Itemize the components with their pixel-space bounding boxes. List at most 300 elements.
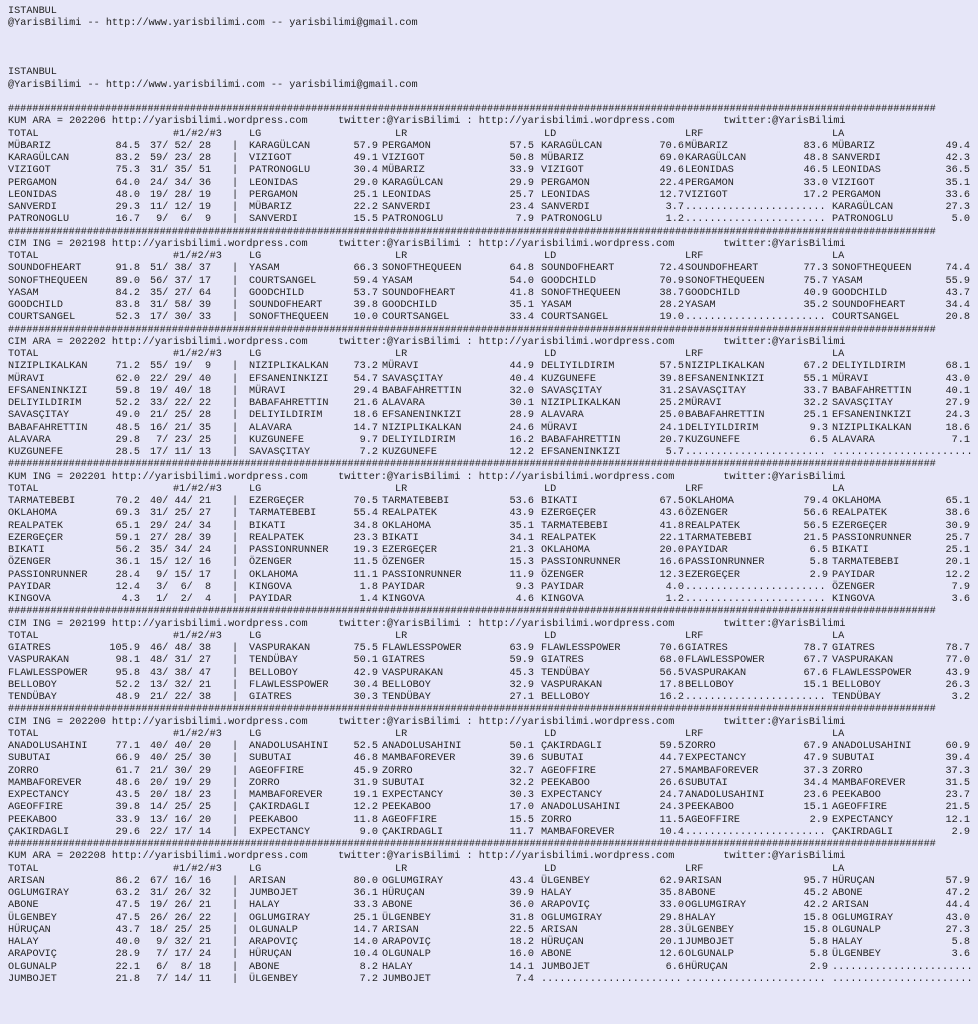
lrf-value: 45.2 — [803, 888, 828, 899]
la-name: HÜRUÇAN — [832, 875, 875, 887]
la-value: 23.7 — [945, 790, 970, 801]
places-value: 59/ 23/ 28 — [150, 153, 212, 164]
la-value: 77.0 — [945, 655, 970, 667]
horse-name: TENDÜBAY — [8, 692, 57, 703]
horse-name: SANVERDI — [8, 202, 57, 213]
header-lg: LG — [249, 349, 262, 360]
lrf-name: AGEOFFIRE — [685, 814, 741, 826]
la-value: 43.7 — [945, 287, 970, 299]
lg-value: 19.3 — [353, 545, 378, 556]
la-name: EFSANENINKIZI — [832, 410, 912, 422]
lrf-value: 55.1 — [803, 373, 828, 385]
total-value: 29.6 — [115, 826, 140, 838]
lr-value: 32.7 — [509, 765, 534, 777]
lrf-value: 67.6 — [803, 667, 828, 679]
pipe-separator: | — [232, 753, 239, 765]
places-value: 20/ 19/ 29 — [150, 777, 212, 789]
total-value: 62.0 — [115, 373, 140, 385]
lg-value: 10.0 — [353, 312, 378, 324]
total-value: 12.4 — [115, 581, 140, 593]
table-row — [8, 508, 973, 520]
ld-name: KUZGUNEFE — [541, 373, 597, 385]
la-value: 43.0 — [945, 373, 970, 385]
places-value: 31/ 25/ 27 — [150, 508, 212, 520]
la-value: 55.9 — [945, 275, 970, 287]
pipe-separator: | — [232, 765, 239, 777]
sections-container — [8, 104, 973, 986]
table-row — [8, 692, 973, 704]
places-value: 35/ 27/ 64 — [150, 287, 212, 299]
lr-value: 53.6 — [509, 496, 534, 507]
lr-value: 43.9 — [509, 508, 534, 520]
lg-name: PASSIONRUNNER — [249, 545, 329, 556]
race-section — [8, 459, 973, 606]
la-value: 3.6 — [951, 949, 970, 961]
ld-name: REALPATEK — [541, 532, 597, 544]
lg-name: BELLOBOY — [249, 667, 298, 679]
pipe-separator: | — [232, 177, 239, 189]
table-row — [8, 557, 973, 569]
ld-name: COURTSANGEL — [541, 312, 609, 324]
la-value: 38.6 — [945, 508, 970, 520]
horse-name: OGLUMGIRAY — [8, 888, 70, 899]
lrf-value: 6.5 — [809, 545, 828, 556]
la-name: SONOFTHEQUEEN — [832, 263, 912, 275]
ld-value: 11.5 — [659, 814, 684, 826]
lrf-name: SOUNDOFHEART — [685, 263, 759, 275]
table-row — [8, 790, 973, 802]
lrf-name: ARISAN — [685, 875, 722, 887]
lr-value: 9.3 — [515, 581, 534, 593]
table-row — [8, 178, 973, 190]
ld-value: 70.9 — [659, 275, 684, 287]
pipe-separator: | — [232, 508, 239, 520]
pipe-separator: | — [232, 594, 239, 605]
la-name: ANADOLUSAHINI — [832, 741, 912, 752]
places-value: 20/ 18/ 23 — [150, 790, 212, 801]
la-value: 20.1 — [945, 557, 970, 569]
la-value: 27.9 — [945, 398, 970, 409]
ld-name: ÇAKIRDAGLI — [541, 741, 603, 752]
lg-value: 66.3 — [353, 263, 378, 275]
places-value: 18/ 25/ 25 — [150, 924, 212, 936]
lg-value: 55.4 — [353, 508, 378, 520]
lr-name: MÜRAVI — [382, 361, 419, 373]
places-value: 13/ 32/ 21 — [150, 679, 212, 691]
places-value: 9/ 15/ 17 — [150, 569, 212, 581]
horse-name: LEONIDAS — [8, 189, 57, 201]
la-name: ÇAKIRDAGLI — [832, 826, 894, 838]
places-value: 21/ 25/ 28 — [150, 410, 212, 422]
la-name: ZORRO — [832, 765, 863, 777]
pipe-separator: | — [232, 520, 239, 532]
header-lg: LG — [249, 728, 262, 740]
la-value: 65.1 — [945, 496, 970, 507]
lrf-value: 77.3 — [803, 263, 828, 275]
total-value: 83.2 — [115, 153, 140, 164]
lrf-value: 33.0 — [803, 177, 828, 189]
ld-value: 1.2 — [665, 214, 684, 226]
lrf-name: FLAWLESSPOWER — [685, 655, 765, 667]
la-value: 25.7 — [945, 532, 970, 544]
la-value: 5.8 — [951, 937, 970, 948]
ld-name: EZERGEÇER — [541, 508, 597, 520]
lrf-name: OLGUNALP — [685, 949, 734, 961]
pipe-separator: | — [232, 373, 239, 385]
table-row — [8, 398, 973, 410]
la-name: SOUNDOFHEART — [832, 300, 906, 311]
ld-value: 59.5 — [659, 741, 684, 752]
lr-value: 41.8 — [509, 287, 534, 299]
la-value: 35.1 — [945, 177, 970, 189]
lg-name: COURTSANGEL — [249, 275, 317, 287]
ld-value: 12.3 — [659, 569, 684, 581]
lrf-name: EXPECTANCY — [685, 753, 747, 765]
la-value: 33.6 — [945, 189, 970, 201]
ld-value: 4.0 — [665, 581, 684, 593]
pipe-separator: | — [232, 777, 239, 789]
pipe-separator: | — [232, 826, 239, 838]
lg-value: 30.4 — [353, 165, 378, 177]
lr-value: 28.9 — [509, 410, 534, 422]
lr-name: BELLOBOY — [382, 679, 431, 691]
ld-name: HALAY — [541, 888, 572, 899]
ld-name: OKLAHOMA — [541, 545, 590, 556]
lrf-value: 42.2 — [803, 900, 828, 912]
lg-name: OGLUMGIRAY — [249, 912, 311, 924]
lg-name: ARAPOVIÇ — [249, 937, 298, 948]
places-value: 9/ 6/ 9 — [150, 214, 212, 226]
pipe-separator: | — [232, 202, 239, 213]
ld-value: 12.6 — [659, 949, 684, 961]
lr-name: GOODCHILD — [382, 300, 438, 311]
header-total: TOTAL — [8, 863, 39, 875]
ld-name: PEEKABOO — [541, 777, 590, 789]
la-value: 68.1 — [945, 361, 970, 373]
la-value: 3.6 — [951, 594, 970, 605]
lrf-value: 34.4 — [803, 777, 828, 789]
pipe-separator: | — [232, 655, 239, 667]
header-ld: LD — [544, 728, 557, 740]
lr-value: 22.5 — [509, 924, 534, 936]
lg-name: ZORRO — [249, 777, 280, 789]
la-name: TENDÜBAY — [832, 692, 881, 703]
ld-name: HÜRUÇAN — [541, 937, 584, 948]
lrf-value: 15.8 — [803, 924, 828, 936]
lr-value: 4.6 — [515, 594, 534, 605]
total-value: 47.5 — [115, 912, 140, 924]
header-lrf: LRF — [685, 483, 704, 495]
pipe-separator: | — [232, 557, 239, 569]
lr-name: REALPATEK — [382, 508, 438, 520]
total-value: 52.3 — [115, 312, 140, 324]
lrf-value: 67.7 — [803, 655, 828, 667]
pipe-separator: | — [232, 398, 239, 409]
pipe-separator: | — [232, 312, 239, 324]
horse-name: ÇAKIRDAGLI — [8, 826, 70, 838]
ld-value: 39.8 — [659, 373, 684, 385]
ld-name: MAMBAFOREVER — [541, 826, 615, 838]
lr-name: SUBUTAI — [382, 777, 425, 789]
horse-name: ANADOLUSAHINI — [8, 741, 88, 752]
lr-value: 54.0 — [509, 275, 534, 287]
horse-name: SOUNDOFHEART — [8, 263, 82, 275]
lrf-value: 2.9 — [809, 814, 828, 826]
header-lrf: LRF — [685, 863, 704, 875]
table-row — [8, 545, 973, 557]
ld-value: 12.7 — [659, 189, 684, 201]
lr-value: 43.4 — [509, 875, 534, 887]
lrf-value: 83.6 — [803, 140, 828, 152]
lrf-name: ABONE — [685, 888, 716, 899]
places-value: 7/ 23/ 25 — [150, 434, 212, 446]
pipe-separator: | — [232, 140, 239, 152]
ld-name: SONOFTHEQUEEN — [541, 287, 621, 299]
lr-value: 30.1 — [509, 398, 534, 409]
pipe-separator: | — [232, 422, 239, 434]
places-value: 17/ 30/ 33 — [150, 312, 212, 324]
header-lrf: LRF — [685, 630, 704, 642]
total-value: 22.1 — [115, 961, 140, 973]
lrf-placeholder: ....................... — [685, 202, 826, 213]
lr-value: 33.9 — [509, 165, 534, 177]
lg-name: TARMATEBEBI — [249, 508, 317, 520]
ld-name: ARISAN — [541, 924, 578, 936]
places-value: 40/ 44/ 21 — [150, 496, 212, 507]
lrf-name: LEONIDAS — [685, 165, 734, 177]
column-header-row — [8, 729, 973, 741]
ld-name: TARMATEBEBI — [541, 520, 609, 532]
places-value: 55/ 19/ 9 — [150, 361, 212, 373]
la-name: GIATRES — [832, 643, 875, 654]
race-section — [8, 227, 973, 325]
table-row — [8, 202, 973, 214]
places-value: 7/ 17/ 24 — [150, 949, 212, 961]
pipe-separator: | — [232, 263, 239, 275]
header-total: TOTAL — [8, 728, 39, 740]
ld-value: 44.7 — [659, 753, 684, 765]
separator-line: ######################################################################################################################################################### — [8, 226, 936, 238]
lr-name: AGEOFFIRE — [382, 814, 438, 826]
lg-value: 22.2 — [353, 202, 378, 213]
total-value: 28.9 — [115, 949, 140, 961]
ld-value: 70.6 — [659, 643, 684, 654]
lrf-value: 25.1 — [803, 410, 828, 422]
horse-name: PEEKABOO — [8, 814, 57, 826]
places-value: 14/ 25/ 25 — [150, 802, 212, 814]
total-value: 16.7 — [115, 214, 140, 226]
table-row — [8, 668, 973, 680]
la-value: 36.5 — [945, 165, 970, 177]
lr-name: COURTSANGEL — [382, 312, 450, 324]
la-name: KARAGÜLCAN — [832, 202, 894, 213]
lr-value: 34.1 — [509, 532, 534, 544]
table-row — [8, 410, 973, 422]
lrf-name: SONOFTHEQUEEN — [685, 275, 765, 287]
lrf-name: PEEKABOO — [685, 802, 734, 814]
lrf-name: YASAM — [685, 300, 716, 311]
horse-name: ARAPOVIÇ — [8, 949, 57, 961]
lg-value: 39.8 — [353, 300, 378, 311]
places-value: 19/ 40/ 18 — [150, 385, 212, 397]
total-value: 63.2 — [115, 888, 140, 899]
lg-value: 70.5 — [353, 496, 378, 507]
pipe-separator: | — [232, 667, 239, 679]
lg-name: VASPURAKAN — [249, 643, 311, 654]
lg-value: 14.7 — [353, 924, 378, 936]
table-row — [8, 263, 973, 275]
la-name: PAYIDAR — [832, 569, 875, 581]
places-value: 3/ 6/ 8 — [150, 581, 212, 593]
places-value: 7/ 14/ 11 — [150, 973, 212, 985]
lr-name: MÜBARIZ — [382, 165, 425, 177]
table-row — [8, 876, 973, 888]
places-value: 19/ 26/ 21 — [150, 900, 212, 912]
ld-value: 67.5 — [659, 496, 684, 507]
pipe-separator: | — [232, 434, 239, 446]
lrf-value: 67.9 — [803, 741, 828, 752]
lrf-value: 2.9 — [809, 961, 828, 973]
ld-name: ABONE — [541, 949, 572, 961]
lr-name: MAMBAFOREVER — [382, 753, 456, 765]
lr-name: PEEKABOO — [382, 802, 431, 814]
lrf-value: 95.7 — [803, 875, 828, 887]
pipe-separator: | — [232, 385, 239, 397]
race-section — [8, 325, 973, 460]
ld-value: 26.6 — [659, 777, 684, 789]
lg-name: YASAM — [249, 263, 280, 275]
lg-name: KINGOVA — [249, 581, 292, 593]
la-value: 12.2 — [945, 569, 970, 581]
la-name: DELIYILDIRIM — [832, 361, 906, 373]
la-name: REALPATEK — [832, 508, 888, 520]
total-value: 47.5 — [115, 900, 140, 912]
pipe-separator: | — [232, 900, 239, 912]
ld-value: 43.6 — [659, 508, 684, 520]
horse-name: KARAGÜLCAN — [8, 153, 70, 164]
lg-value: 11.8 — [353, 814, 378, 826]
total-value: 39.8 — [115, 802, 140, 814]
lrf-placeholder: ....................... — [685, 973, 826, 985]
horse-name: ÜLGENBEY — [8, 912, 57, 924]
la-name: BABAFAHRETTIN — [832, 385, 912, 397]
lrf-name: MAMBAFOREVER — [685, 765, 759, 777]
table-row — [8, 214, 973, 226]
header-places: #1/#2/#3 — [173, 728, 222, 740]
lg-name: LEONIDAS — [249, 177, 298, 189]
table-row — [8, 974, 973, 986]
lr-value: 32.0 — [509, 385, 534, 397]
lr-value: 32.9 — [509, 679, 534, 691]
lr-value: 7.4 — [515, 973, 534, 985]
places-value: 1/ 2/ 4 — [150, 594, 212, 605]
ld-value: 24.1 — [659, 422, 684, 434]
header-lg: LG — [249, 128, 262, 140]
lr-name: GIATRES — [382, 655, 425, 667]
ld-value: 29.8 — [659, 912, 684, 924]
ld-name: KARAGÜLCAN — [541, 140, 603, 152]
lg-name: HÜRUÇAN — [249, 949, 292, 961]
header-lg: LG — [249, 863, 262, 875]
lr-value: 39.9 — [509, 888, 534, 899]
lrf-name: PERGAMON — [685, 177, 734, 189]
ld-value: 17.8 — [659, 679, 684, 691]
ld-value: 6.6 — [665, 961, 684, 973]
ld-value: 1.2 — [665, 594, 684, 605]
ld-value: 49.6 — [659, 165, 684, 177]
table-row — [8, 276, 973, 288]
lrf-name: HALAY — [685, 912, 716, 924]
lg-value: 12.2 — [353, 802, 378, 814]
lg-value: 34.8 — [353, 520, 378, 532]
la-name: VIZIGOT — [832, 177, 875, 189]
lr-value: 30.3 — [509, 790, 534, 801]
ld-name: VIZIGOT — [541, 165, 584, 177]
total-value: 49.0 — [115, 410, 140, 422]
lr-name: ÜLGENBEY — [382, 912, 431, 924]
pipe-separator: | — [232, 153, 239, 164]
ld-name: BELLOBOY — [541, 692, 590, 703]
lg-name: SONOFTHEQUEEN — [249, 312, 329, 324]
horse-name: ARISAN — [8, 875, 45, 887]
places-value: 21/ 30/ 29 — [150, 765, 212, 777]
la-name: BIKATI — [832, 545, 869, 556]
lg-value: 7.2 — [359, 447, 378, 458]
ld-value: 25.2 — [659, 398, 684, 409]
lr-name: LEONIDAS — [382, 189, 431, 201]
lg-name: EZERGEÇER — [249, 496, 305, 507]
lg-name: BABAFAHRETTIN — [249, 398, 329, 409]
lg-name: GOODCHILD — [249, 287, 305, 299]
lrf-name: MÜBARIZ — [685, 140, 728, 152]
lg-value: 46.8 — [353, 753, 378, 765]
ld-name: MÜRAVI — [541, 422, 578, 434]
table-row — [8, 778, 973, 790]
header-total: TOTAL — [8, 630, 39, 642]
lr-name: ARAPOVIÇ — [382, 937, 431, 948]
lr-name: OKLAHOMA — [382, 520, 431, 532]
la-name: COURTSANGEL — [832, 312, 900, 324]
lr-name: EFSANENINKIZI — [382, 410, 462, 422]
table-row — [8, 827, 973, 839]
la-value: 30.9 — [945, 520, 970, 532]
horse-name: ALAVARA — [8, 434, 51, 446]
lrf-value: 15.8 — [803, 912, 828, 924]
horse-name: HALAY — [8, 937, 39, 948]
lg-name: ALAVARA — [249, 422, 292, 434]
lrf-placeholder: ....................... — [685, 214, 826, 226]
lg-name: BIKATI — [249, 520, 286, 532]
lr-name: NIZIPLIKALKAN — [382, 422, 462, 434]
lrf-value: 5.8 — [809, 949, 828, 961]
horse-name: GIATRES — [8, 643, 51, 654]
lrf-value: 78.7 — [803, 643, 828, 654]
lr-name: EXPECTANCY — [382, 790, 444, 801]
lr-value: 25.7 — [509, 189, 534, 201]
places-value: 31/ 35/ 51 — [150, 165, 212, 177]
pipe-separator: | — [232, 532, 239, 544]
total-value: 61.7 — [115, 765, 140, 777]
lg-name: PEEKABOO — [249, 814, 298, 826]
header-lr: LR — [395, 128, 408, 140]
lg-name: VIZIGOT — [249, 153, 292, 164]
header-total: TOTAL — [8, 483, 39, 495]
lr-name: DELIYILDIRIM — [382, 434, 456, 446]
la-name: ABONE — [832, 888, 863, 899]
section-title: KUM ARA = 202206 http://yarisbilimi.wordpress.com twitter:@YarisBilimi : http://yarisbilimi.wordpress.com twitter:@YarisBilimi — [8, 116, 846, 128]
la-value: 57.9 — [945, 875, 970, 887]
total-value: 48.5 — [115, 422, 140, 434]
